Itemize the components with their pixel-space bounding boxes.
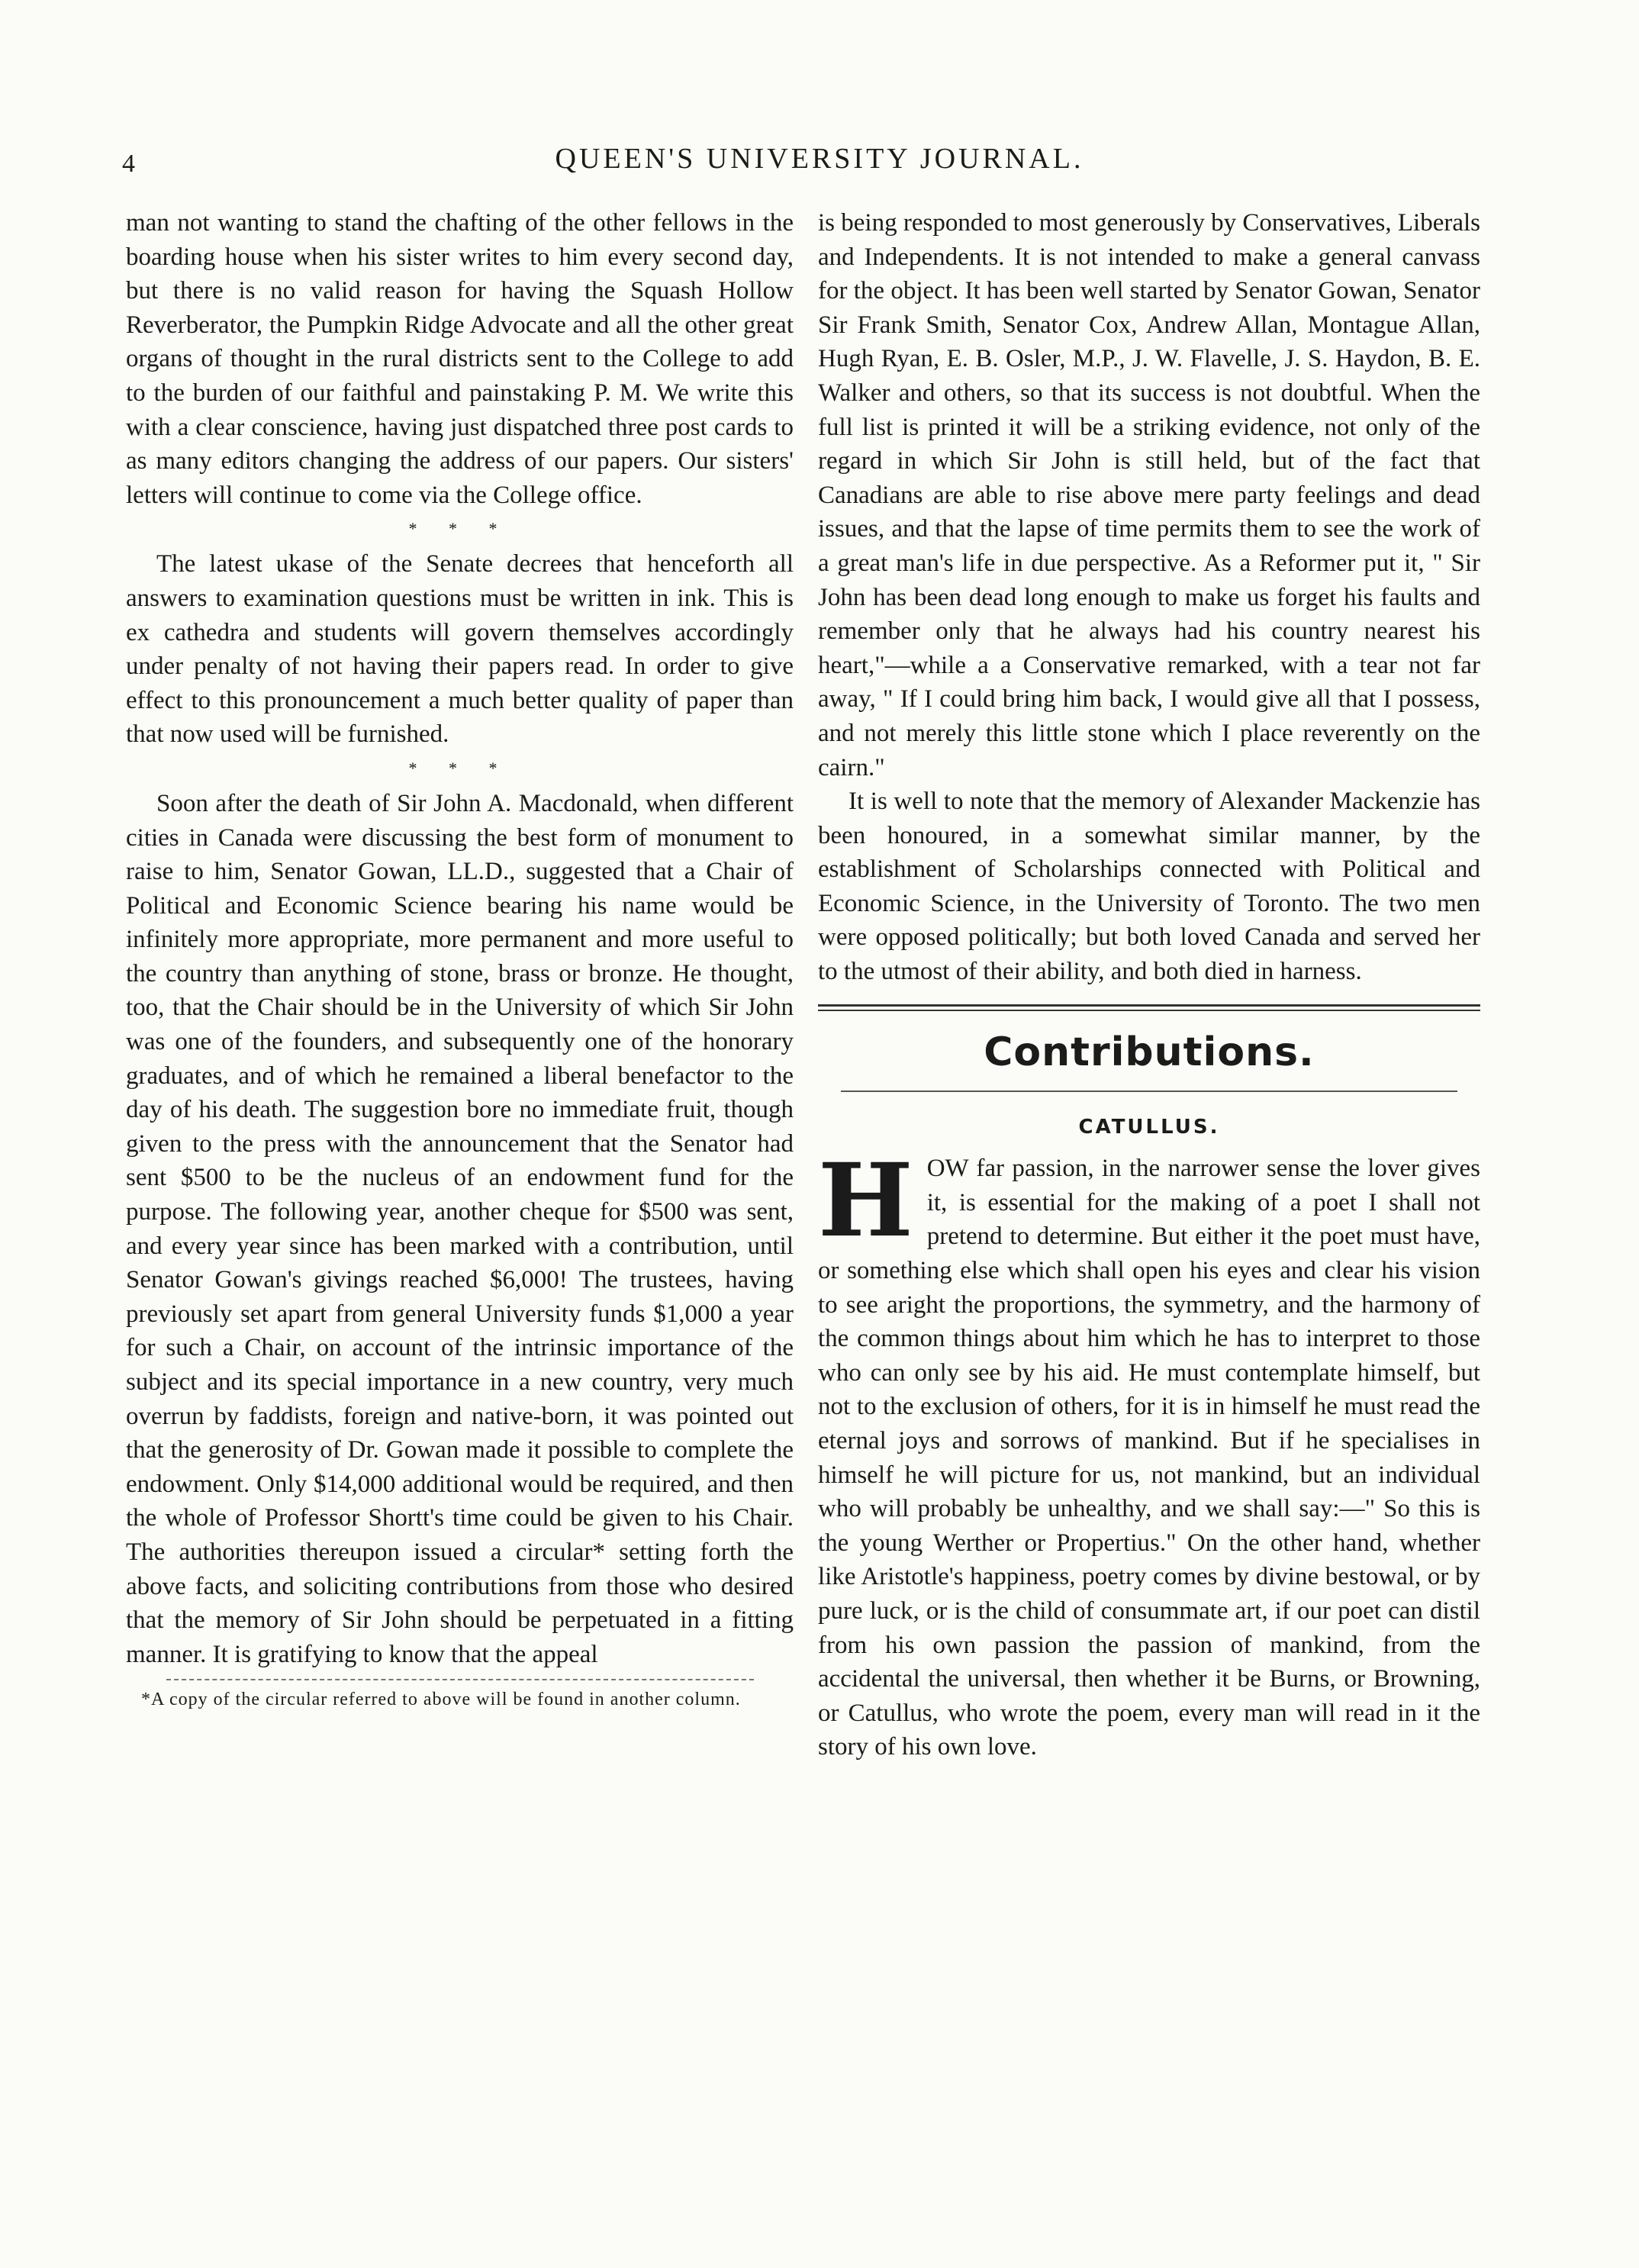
article-lead-paragraph	[818, 1142, 1480, 1764]
right-column	[818, 206, 1480, 1764]
footnote: *A copy of the circular referred to above will be found in another column.	[141, 1690, 741, 1710]
page-number: 4	[122, 150, 135, 178]
section-separator: * * *	[408, 758, 511, 778]
paragraph: is being responded to most generously by Conservatives, Liberals and Independents. It is not intended to make a general canvass for the object. It has been well started by Senator Gowan, Senator Sir Frank Smith, Senator Cox, Andrew Allan, Montague Allan, Hugh Ryan, E. B. Osler, M.P., J. W. Flavelle, J. S. Haydon, B. E. Walker and others, so that its success is not doubtful. When the full list is printed it will be a striking evidence, not only of the regard in which Sir John is still held, but of the fact that Canadians are able to rise above mere party feelings and dead issues, and that the lapse of time permits them to see the work of a great man's life in due perspective. As a Reformer put it, " Sir John has been dead long enough to make us forget his faults and remember only that he always had his country nearest his heart,"—while a a Conservative remarked, with a tear not far away, " If I could bring him back, I would give all that I possess, and not merely this little stone which I place reverently on the cairn."	[818, 209, 1480, 781]
section-separator: * * *	[408, 519, 511, 539]
drop-cap: H	[818, 1142, 913, 1261]
paragraph: It is well to note that the memory of Alexander Mackenzie has been honoured, in a somewhat similar manner, by the establishment of Scholarships connected with Political and Economic Science, in the University of Toronto. The two men were opposed politically; but both loved Canada and served her to the utmost of their ability, and both died in harness.	[818, 788, 1480, 986]
paragraph-text: OW far passion, in the narrower sense the lover gives it, is essential for the making of a poet I shall not pretend to determine. But either it the poet must have, or something else which shall open his eyes and clear his vision to see aright the proportions, the symmetry, and the harmony of the common things about him which he has to interpret to those who can only see by his aid. He must contemplate himself, but not to the exclusion of others, for it is in himself he must read the eternal joys and sorrows of mankind. But if he specialises in himself he will picture for us, not mankind, but an individual who will probably be unhealthy, and we shall say:—" So this is the young Werther or Propertius." On the other hand, whether like Aristotle's happiness, poetry comes by divine bestowal, or by pure luck, or is the child of consummate art, if our poet can distil from his own passion the passion of mankind, from the accidental the universal, then whether it be Burns, or Browning, or Catullus, who wrote the poem, every man will read in it the story of his own love.	[818, 1155, 1480, 1761]
left-column	[126, 206, 794, 1712]
paragraph: The latest ukase of the Senate decrees that henceforth all answers to examination questions must be written in ink. This is ex cathedra and students will govern themselves accordingly under penalty of not having their papers read. In order to give effect to this pronouncement a much better quality of paper than that now used will be furnished.	[126, 550, 794, 749]
running-title: QUEEN'S UNIVERSITY JOURNAL.	[555, 143, 1084, 175]
section-title: Contributions.	[984, 1029, 1315, 1075]
footnote-divider	[166, 1679, 754, 1680]
divider	[841, 1091, 1457, 1092]
double-rule-divider	[818, 1004, 1480, 1011]
paragraph: man not wanting to stand the chafting of the other fellows in the boarding house when his sister writes to him every second day, but there is no valid reason for having the Squash Hollow Reverberator, the Pumpkin Ridge Advocate and all the other great organs of thought in the rural districts sent to the College to add to the burden of our faithful and painstaking P. M. We write this with a clear conscience, having just dispatched three post cards to as many editors changing the address of our papers. Our sisters' letters will continue to come via the College office.	[126, 209, 794, 509]
article-title: CATULLUS.	[1078, 1115, 1220, 1139]
paragraph: Soon after the death of Sir John A. Macdonald, when different cities in Canada were discussing the best form of monument to raise to him, Senator Gowan, LL.D., suggested that a Chair of Political and Economic Science bearing his name would be infinitely more appropriate, more permanent and more useful to the country than anything of stone, brass or bronze. He thought, too, that the Chair should be in the University of which Sir John was one of the founders, and subsequently one of the honorary graduates, and of which he remained a liberal benefactor to the day of his death. The suggestion bore no immediate fruit, though given to the press with the announcement that the Senator had sent $500 to be the nucleus of an endowment fund for the purpose. The following year, another cheque for $500 was sent, and every year since has been marked with a contribution, until Senator Gowan's givings reached $6,000! The trustees, having previously set apart from general University funds $1,000 a year for such a Chair, on account of the intrinsic importance of the subject and its special importance in a new country, very much overrun by faddists, foreign and native-born, it was pointed out that the generosity of Dr. Gowan made it possible to complete the endowment. Only $14,000 additional would be required, and then the whole of Professor Shortt's time could be given to his Chair. The authorities thereupon issued a circular* setting forth the above facts, and soliciting contributions from those who desired that the memory of Sir John should be perpetuated in a fitting manner. It is gratifying to know that the appeal	[126, 789, 794, 1668]
